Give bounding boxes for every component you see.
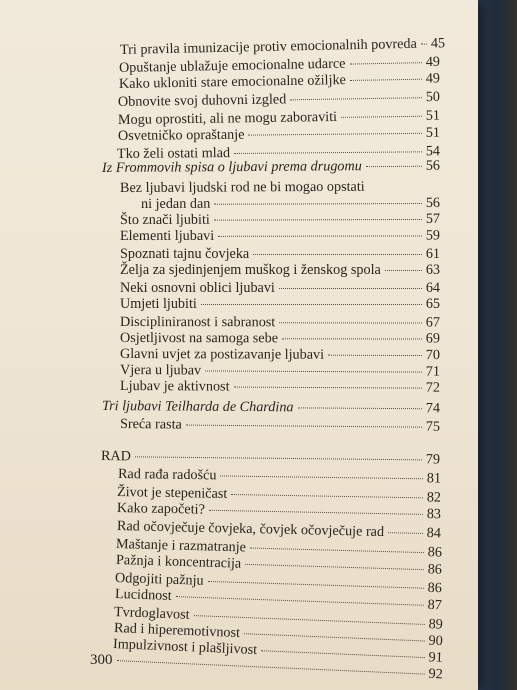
dot-leader [385,270,422,271]
toc-entry-page: 61 [425,246,440,262]
toc-entry-page: 50 [425,88,441,106]
toc-entry [102,158,440,177]
toc-entry-page: 74 [425,400,441,417]
toc-entry-page: 72 [425,379,441,396]
dot-leader [366,166,422,167]
toc-entry-page: 65 [425,296,440,312]
toc-entry-title: Osvetničko opraštanje [117,126,245,144]
dot-leader [218,235,422,236]
toc-entry-title: Odgojiti pažnju [114,570,204,589]
toc-entry-title: Mogu oprostiti, ali ne mogu zaboraviti [117,108,338,128]
dot-leader [350,79,422,81]
toc-entry-title: Tri pravila imunizacije protiv emocionalnih povreda [119,35,418,58]
dot-leader [194,615,425,625]
toc-entry-title: Umjeti ljubiti [120,296,197,312]
toc-entry-title: Rad i hiperemotivnost [113,620,241,642]
toc-entry-page: 86 [427,579,443,597]
toc-entry-page: 81 [426,470,442,487]
toc-entry-title: Maštanje i razmatranje [115,536,247,556]
toc-entry-page: 49 [425,53,441,71]
toc-entry [120,314,440,332]
toc-entry [118,125,440,145]
dot-leader [253,254,422,255]
toc-entry-title: Želja za sjedinjenjem muškog i ženskog spola [120,262,381,278]
toc-entry-page: 56 [425,157,441,174]
toc-entry [120,262,440,279]
toc-entry-title: Discipliniranost i sabranost [119,314,276,331]
toc-entry-title: Što znači ljubiti [119,211,210,228]
toc-entry-title: Osjetljivost na samoga sebe [119,330,279,347]
dot-leader [214,203,421,205]
dot-leader [341,116,422,118]
toc-entry [101,448,440,469]
toc-entry-title: Vjera u ljubav [119,362,202,379]
toc-entry-page: 90 [428,632,444,650]
toc-entry-page: 86 [427,561,443,578]
toc-entry-page: 59 [425,227,441,244]
toc-entry-title: Sreća rasta [119,416,182,433]
book-cover-edge [478,0,517,690]
dot-leader [231,494,422,498]
toc-entry-title: Opuštanje ublažuje emocionalne udarce [118,55,346,76]
toc-entry-title: Život je stepeničast [116,484,228,502]
dot-leader [328,355,422,356]
dot-leader [388,532,423,534]
toc-entry [120,378,440,397]
toc-entry-title: Pažnja i koncentracija [115,552,242,572]
dot-leader [421,44,427,45]
dot-leader [279,322,422,323]
dot-leader [135,456,422,460]
toc-entry-page: 87 [427,596,443,614]
toc-entry-page: 84 [426,525,442,542]
toc-entry-page: 51 [425,124,441,141]
toc-entry-page: 51 [425,107,441,124]
toc-entry-title: Kako ukloniti stare emocionalne ožiljke [118,72,347,92]
dot-leader [250,548,424,554]
toc-entry-title: Obnovite svoj duhovni izgled [117,91,287,110]
toc-entry-title: Tri ljubavi Teilharda de Chardina [101,398,294,416]
dot-leader [201,304,422,305]
dot-leader [176,596,424,606]
dot-leader [214,219,422,221]
toc-entry-page: 70 [425,347,441,364]
dot-leader [279,288,422,289]
toc-entry-title: ni jedan dan [140,195,211,212]
toc-entry-page: 91 [428,649,444,666]
toc-entry-page: 63 [425,262,440,278]
toc-entry [120,296,440,313]
toc-entry-page: 92 [428,665,444,683]
dot-leader [234,387,422,389]
toc-entry-title: Bez ljubavi ljudski rod ne bi mogao opstati [119,178,365,196]
toc-entry-title: Tvrdoglavost [113,604,190,623]
dot-leader [208,581,424,589]
toc-entry-page: 82 [426,489,442,506]
dot-leader [205,370,422,372]
toc-entry-title: Spoznati tajnu čovjeka [120,246,250,262]
toc-entry-title: Rad očovječuje čovjeka, čovjek očovječuje rad [116,518,385,541]
toc-entry [120,227,440,245]
toc-entry-page: 69 [425,330,441,347]
dot-leader [282,338,422,339]
toc-entry-title: Tko želi ostati mlad [116,145,231,162]
toc-entry-page: 45 [430,35,446,52]
toc-entry-title: Impulzivnost i plašljivost [112,636,258,659]
toc-entry-title: Elementi ljubavi [119,227,215,244]
toc-entry-page: 57 [425,210,441,227]
folio-page-number: 300 [90,652,113,668]
toc-entry-page: 56 [425,194,441,212]
toc-entry-title: RAD [100,448,132,465]
toc-entry-page: 49 [425,70,441,87]
toc-entry-page: 86 [427,544,443,561]
toc-entry-title: Lucidnost [114,586,173,604]
dot-leader [261,650,424,658]
toc-entry-page: 83 [426,505,442,523]
toc-entry-page: 75 [425,418,441,435]
toc-entry-page: 79 [425,451,441,468]
toc-entry-title: Neki osnovni oblici ljubavi [120,280,275,296]
dot-leader [349,62,421,64]
toc-entry-title: Iz Frommovih spisa o ljubavi prema drugomu [101,158,362,176]
toc-entry-title: Ljubav je aktivnost [119,378,230,395]
toc-entry-page: 54 [425,143,441,160]
dot-leader [220,475,422,479]
toc-entry-page: 67 [425,314,441,331]
dot-leader [245,564,423,570]
toc-entry [120,246,440,263]
dot-leader [209,510,423,515]
toc-entry [120,416,440,436]
dot-leader [298,407,422,409]
dot-leader [234,151,422,154]
toc-entry [120,280,440,297]
dot-leader [186,425,422,428]
toc-entry [120,211,440,229]
toc-entry-page: 71 [425,363,441,380]
dot-leader [290,97,422,100]
toc-entry [120,330,440,348]
toc-entry [102,398,440,417]
dot-leader [248,133,421,136]
toc-entry-title: Glavni uvjet za postizavanje ljubavi [119,346,325,363]
toc-entry-title: Rad rađa radošću [117,466,217,484]
toc-entry-title: Kako započeti? [116,500,205,518]
toc-entry-page: 89 [428,616,444,633]
dot-leader [244,633,425,641]
toc-entry-page: 64 [425,280,440,296]
